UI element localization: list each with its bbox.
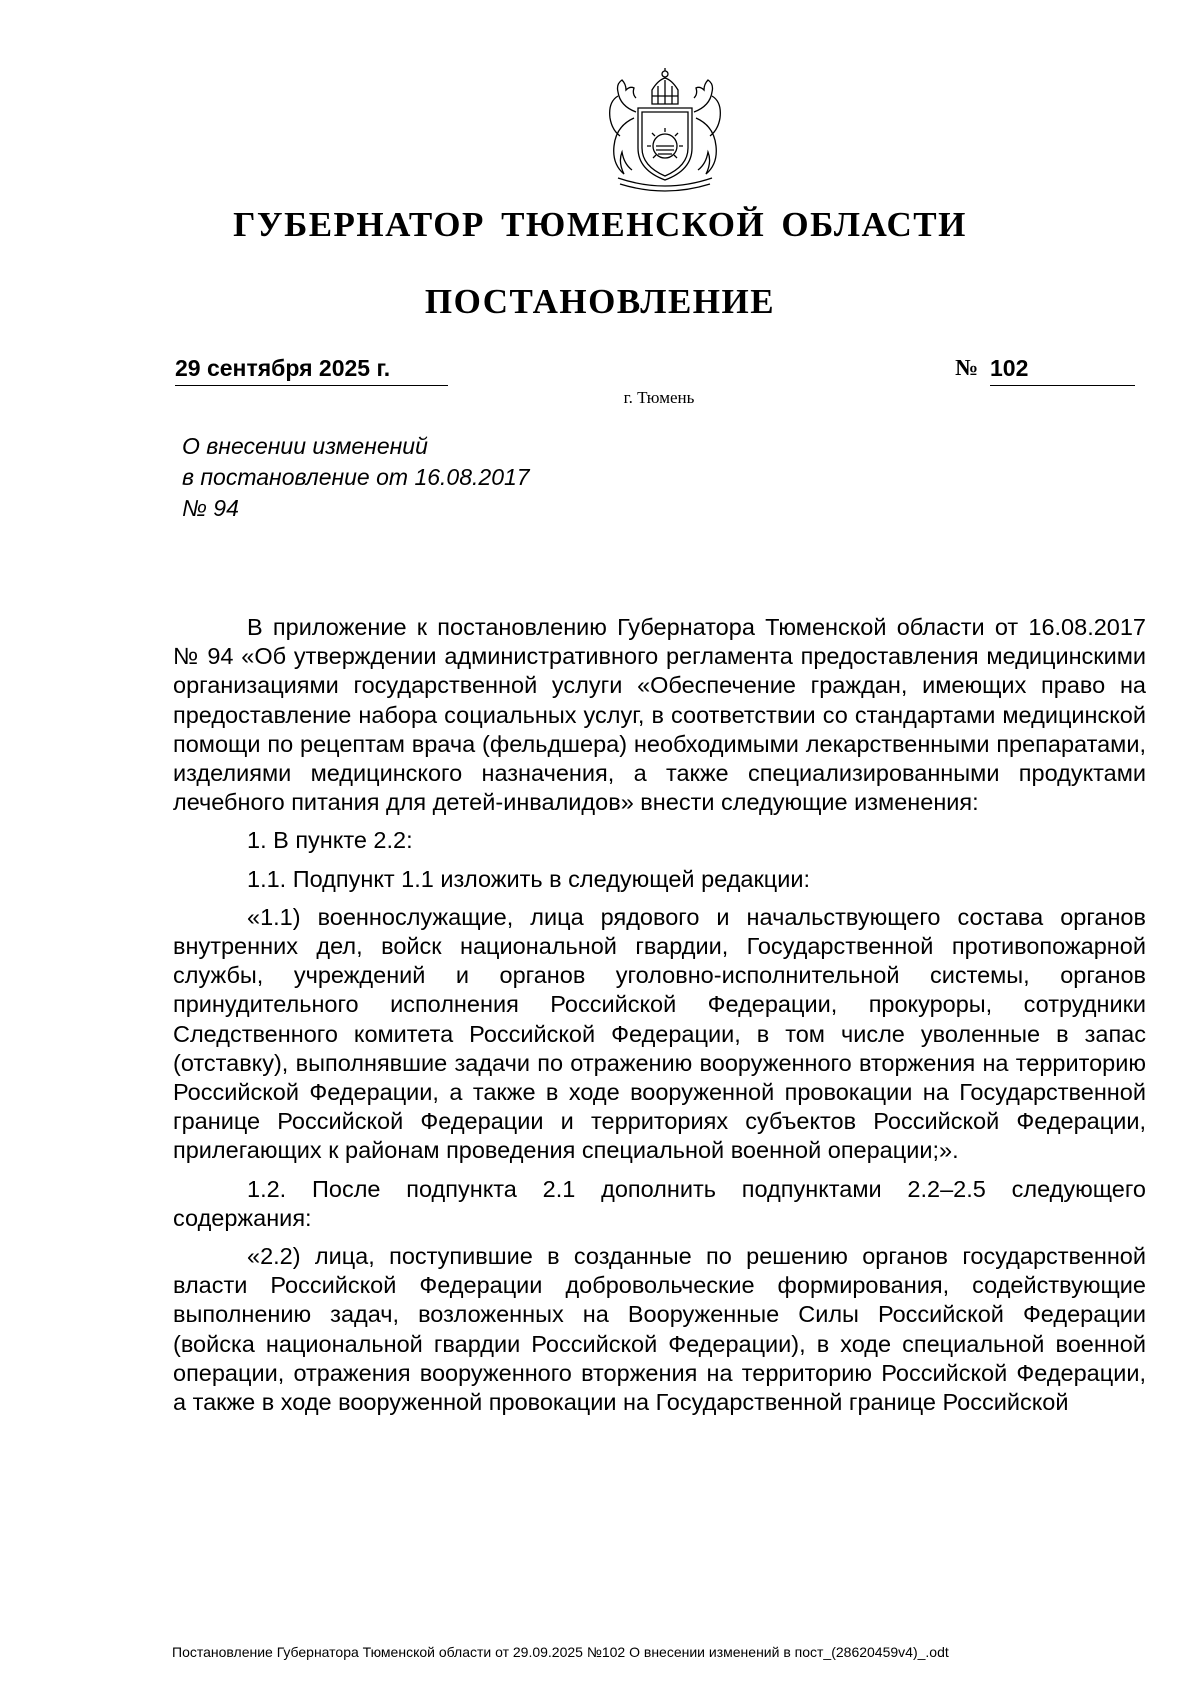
- body-paragraph: «1.1) военнослужащие, лица рядового и начальствующего состава органов внутренних дел, войск национальной гвардии, Государственной противопожарной службы, учреждений и органов уголовно-исполнительной системы, органов принудительного исполнения Российской Федерации, прокуроры, сотрудники Следственного комитета Российской Федерации, в том числе уволенные в запас (отставку), выполнявшие задачи по отражению вооруженного вторжения на территорию Российской Федерации, а также в ходе вооруженной провокации на Государственной границе Российской Федерации и территориях субъектов Российской Федерации, прилегающих к районам проведения специальной военной операции;».: [173, 903, 1146, 1164]
- document-date: 29 сентября 2025 г.: [175, 355, 448, 386]
- issue-city: г. Тюмень: [623, 388, 695, 407]
- subject-line: в постановление от 16.08.2017: [182, 464, 530, 490]
- body-paragraph: В приложение к постановлению Губернатора Тюменской области от 16.08.2017 № 94 «Об утверждении административного регламента предоставления медицинскими организациями государственной услуги «Обеспечение граждан, имеющих право на предоставление набора социальных услуг, в соответствии со стандартами медицинской помощи по рецептам врача (фельдшера) необходимыми лекарственными препаратами, изделиями медицинского назначения, а также специализированными продуктами лечебного питания для детей-инвалидов» внести следующие изменения:: [173, 614, 1146, 816]
- document-body: [173, 613, 1146, 1426]
- body-paragraph: 1.1. Подпункт 1.1 изложить в следующей редакции:: [247, 865, 811, 892]
- document-number: 102: [990, 355, 1135, 386]
- body-paragraph: «2.2) лица, поступившие в созданные по решению органов государственной власти Российской Федерации добровольческие формирования, содействующие выполнению задач, возложенных на Вооруженные Силы Российской Федерации (войска национальной гвардии Российской Федерации), в ходе специальной военной операции, отражения вооруженного вторжения на территорию Российской Федерации, а также в ходе вооруженной провокации на Государственной границе Российской: [173, 1243, 1146, 1416]
- subject-line: О внесении изменений: [182, 433, 428, 459]
- number-label: №: [955, 355, 979, 380]
- page-footer: Постановление Губернатора Тюменской области от 29.09.2025 №102 О внесении изменений в пост_(28620459v4)_.odt: [172, 1644, 949, 1660]
- document-type: ПОСТАНОВЛЕНИЕ: [424, 282, 776, 321]
- issuing-authority: ГУБЕРНАТОР ТЮМЕНСКОЙ ОБЛАСТИ: [233, 205, 967, 244]
- coat-of-arms-icon: [590, 66, 740, 196]
- document-subject: [182, 431, 682, 524]
- body-paragraph: 1.2. После подпункта 2.1 дополнить подпунктами 2.2–2.5 следующего содержания:: [173, 1175, 1146, 1231]
- body-paragraph: 1. В пункте 2.2:: [247, 827, 413, 854]
- subject-line: № 94: [182, 495, 239, 521]
